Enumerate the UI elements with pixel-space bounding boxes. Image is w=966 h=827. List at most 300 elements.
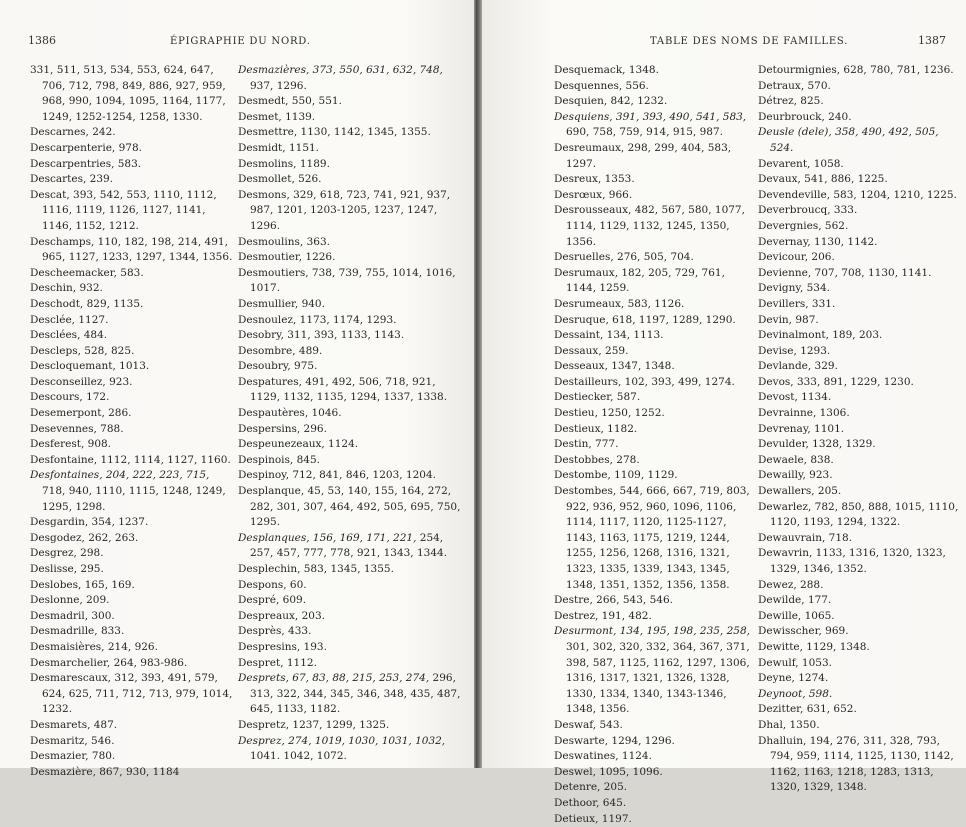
index-entry (30, 656, 236, 672)
index-entry (30, 313, 236, 329)
entry-line: Destre, 266, 543, 546. (554, 594, 673, 606)
index-entry (554, 734, 754, 750)
index-entry (554, 406, 754, 422)
entry-continuation: 1162, 1163, 1218, 1283, 1313, 1320, (770, 766, 934, 794)
entry-line: Dezitter, 631, 652. (758, 703, 857, 715)
index-entry (30, 765, 236, 781)
entry-line: Desseaux, 1347, 1348. (554, 360, 675, 372)
entry-continuation: 1297. (566, 158, 596, 170)
entry-line: Despreaux, 203. (238, 610, 325, 622)
entry-line: Devergnies, 562. (758, 220, 848, 232)
entry-line: Deslonne, 209. (30, 594, 110, 606)
index-entry (554, 437, 754, 453)
index-entry (238, 172, 468, 188)
index-entry (554, 188, 754, 204)
entry-line: Devaux, 541, 886, 1225. (758, 173, 888, 185)
entry-line: Desoubry, 975. (238, 360, 317, 372)
entry-line: Desmadril, 300. (30, 610, 115, 622)
index-entry (758, 406, 962, 422)
entry-line: Despinoy, 712, 841, 846, 1203, 1204. (238, 469, 436, 481)
index-column-4 (758, 63, 962, 796)
index-entry (554, 749, 754, 765)
index-entry (554, 344, 754, 360)
index-entry (238, 94, 468, 110)
entry-line: Despons, 60. (238, 579, 307, 591)
index-entry (758, 734, 962, 796)
entry-line: Desmolins, 1189. (238, 158, 330, 170)
entry-line: Desrumeaux, 583, 1126. (554, 298, 684, 310)
entry-continuation: 718, 940, 1110, 1115, 1248, 1249, (42, 485, 226, 497)
entry-continuation: 624, 625, 711, 712, 713, 979, 1014, (42, 688, 232, 700)
entry-line: Descarpentries, 583. (30, 158, 141, 170)
entry-line: Devinalmont, 189, 203. (758, 329, 882, 341)
index-entry (30, 624, 236, 640)
index-entry (238, 593, 468, 609)
index-entry (30, 749, 236, 765)
index-entry (30, 297, 236, 313)
index-entry (30, 562, 236, 578)
index-entry (758, 94, 962, 110)
index-entry (554, 375, 754, 391)
entry-line: Desreumaux, 298, 299, 404, 583, (554, 142, 731, 154)
entry-line: Deusle (dele), 358, 490, 492, 505, 524. (758, 126, 939, 154)
entry-line: Desobry, 311, 393, 1133, 1143. (238, 329, 404, 341)
entry-line: Descheemacker, 583. (30, 267, 144, 279)
index-entry (758, 702, 962, 718)
entry-line: Desmoulins, 363. (238, 236, 330, 248)
index-entry (554, 328, 754, 344)
index-entry (758, 671, 962, 687)
entry-continuation: 1041. 1042, 1072. (250, 750, 347, 762)
index-entry (758, 328, 962, 344)
index-entry (758, 157, 962, 173)
entry-line: Destieu, 1250, 1252. (554, 407, 665, 419)
entry-continuation: 1316, 1321, 1323, 1335, 1339, 1343, (566, 547, 730, 575)
entry-line: Descartes, 239. (30, 173, 113, 185)
entry-continuation: 1334, 1340, 1343-1346, 1348, 1356. (566, 688, 727, 716)
entry-line: Devicour, 206. (758, 251, 835, 263)
entry-line: Desplanques, 156, 169, 171, 221, (238, 532, 416, 544)
entry-line: Dewauvrain, 718. (758, 532, 852, 544)
entry-line: Despersins, 296. (238, 423, 327, 435)
running-head: TABLE DES NOMS DE FAMILLES. (650, 36, 848, 47)
entry-line: Devost, 1134. (758, 391, 831, 403)
entry-line: Deswel, 1095, 1096. (554, 766, 663, 778)
index-entry (30, 63, 236, 125)
entry-continuation: 1117, 1120, 1125-1127, 1143, 1163, (566, 516, 727, 544)
index-entry (30, 640, 236, 656)
entry-continuation: 1329, 1346, 1352. (770, 563, 867, 575)
entry-continuation: 1129, 1132, 1135, 1294, 1337, 1338. (250, 391, 447, 403)
entry-continuation: 706, 712, 798, 849, 886, 927, 959, (42, 80, 226, 92)
page-number: 1387 (918, 34, 946, 47)
entry-line: Destombes, 544, 666, 667, 719, 803, (554, 485, 750, 497)
index-entry (554, 609, 754, 625)
entry-line: Desgrez, 298. (30, 547, 104, 559)
index-entry (238, 63, 468, 94)
entry-line: Devulder, 1328, 1329. (758, 438, 876, 450)
index-entry (554, 63, 754, 79)
index-entry (554, 484, 754, 593)
entry-line: Desruelles, 276, 505, 704. (554, 251, 694, 263)
entry-line: Desgodez, 262, 263. (30, 532, 138, 544)
entry-line: Destiecker, 587. (554, 391, 640, 403)
entry-line: Desprès, 433. (238, 625, 311, 637)
index-entry (758, 313, 962, 329)
entry-line: Desreux, 1353. (554, 173, 635, 185)
entry-line: Devin, 987. (758, 314, 819, 326)
entry-line: Destailleurs, 102, 393, 499, 1274. (554, 376, 735, 388)
index-entry (758, 63, 962, 79)
index-entry (554, 390, 754, 406)
entry-line: Devos, 333, 891, 1229, 1230. (758, 376, 914, 388)
index-entry (758, 79, 962, 95)
index-entry (30, 390, 236, 406)
index-entry (758, 359, 962, 375)
entry-line: Deyne, 1274. (758, 672, 828, 684)
index-entry (758, 500, 962, 531)
entry-line: Detourmignies, 628, 780, 781, 1236. (758, 64, 954, 76)
index-entry (238, 718, 468, 734)
index-entry (30, 468, 236, 515)
index-entry (238, 578, 468, 594)
index-entry (554, 453, 754, 469)
entry-line: Descours, 172. (30, 391, 109, 403)
entry-line: Dewisscher, 969. (758, 625, 849, 637)
index-entry (758, 297, 962, 313)
entry-continuation: 1114, 1129, 1132, 1245, 1350, 1356. (566, 220, 730, 248)
entry-line: Dethoor, 645. (554, 797, 626, 809)
index-entry (554, 94, 754, 110)
entry-line: Desmoutiers, 738, 739, 755, 1014, (238, 267, 422, 279)
entry-line: Desquennes, 556. (554, 80, 649, 92)
index-entry (758, 281, 962, 297)
index-entry (30, 359, 236, 375)
entry-line: Deschin, 932. (30, 282, 103, 294)
index-entry (238, 375, 468, 406)
index-entry (554, 79, 754, 95)
entry-line: Dhal, 1350. (758, 719, 820, 731)
index-entry (554, 297, 754, 313)
entry-line: Deschodt, 829, 1135. (30, 298, 143, 310)
index-entry (758, 390, 962, 406)
entry-line: Desrousseaux, 482, 567, 580, 1077, (554, 204, 745, 216)
entry-line: Deslisse, 295. (30, 563, 104, 575)
index-entry (554, 468, 754, 484)
index-entry (758, 422, 962, 438)
index-column-1 (30, 63, 236, 780)
entry-continuation: 435, 487, 645, 1133, 1182. (250, 688, 460, 716)
index-entry (30, 422, 236, 438)
index-entry (238, 624, 468, 640)
entry-continuation: 301, 302, 320, 332, 364, 367, 371, (566, 641, 750, 653)
entry-line: Desferest, 908. (30, 438, 111, 450)
entry-continuation: 1120, 1193, 1294, 1322. (770, 516, 900, 528)
entry-line: Descarnes, 242. (30, 126, 116, 138)
entry-line: Despretz, 1237, 1299, 1325. (238, 719, 389, 731)
index-entry (758, 235, 962, 251)
index-entry (554, 359, 754, 375)
index-entry (30, 437, 236, 453)
entry-continuation: 254, 257, 457, 777, 778, 921, 1343, (250, 532, 443, 560)
entry-line: Dewilde, 177. (758, 594, 831, 606)
entry-continuation: 1259. (599, 282, 629, 294)
index-entry (238, 656, 468, 672)
index-entry (758, 640, 962, 656)
entry-line: Desprez, 274, 1019, 1030, 1031, 1032, (238, 735, 445, 747)
entry-continuation: 937, 1296. (250, 80, 307, 92)
index-entry (758, 609, 962, 625)
entry-line: Desombre, 489. (238, 345, 322, 357)
index-entry (238, 422, 468, 438)
index-entry (554, 141, 754, 172)
index-entry (30, 531, 236, 547)
entry-line: Destombe, 1109, 1129. (554, 469, 678, 481)
index-entry (758, 718, 962, 734)
entry-line: Destin, 777. (554, 438, 618, 450)
index-entry (554, 718, 754, 734)
entry-line: Desquien, 842, 1232. (554, 95, 667, 107)
index-entry (30, 718, 236, 734)
entry-continuation: 1249, 1252-1254, 1258, 1330. (42, 111, 203, 123)
index-entry (758, 578, 962, 594)
entry-line: Detenre, 205. (554, 781, 627, 793)
index-entry (30, 266, 236, 282)
index-entry (758, 531, 962, 547)
index-entry (758, 687, 962, 703)
entry-line: Desmedt, 550, 551. (238, 95, 342, 107)
entry-line: Desmazières, 373, 550, 631, 632, 748, (238, 64, 443, 76)
index-column-3 (554, 63, 754, 827)
entry-line: Deswaf, 543. (554, 719, 623, 731)
entry-line: Desplanque, 45, 53, 140, 155, 164, (238, 485, 424, 497)
entry-line: Descarpenterie, 978. (30, 142, 142, 154)
entry-continuation: 1345, 1348, 1351, 1352, 1356, 1358. (566, 563, 730, 591)
index-entry (30, 515, 236, 531)
index-entry (30, 188, 236, 235)
entry-line: Desprets, 67, 83, 88, 215, 253, 274, (238, 672, 429, 684)
index-entry (554, 593, 754, 609)
index-entry (238, 406, 468, 422)
entry-line: Dessaux, 259. (554, 345, 628, 357)
entry-continuation: 296, 313, 322, 344, 345, 346, 348, (250, 672, 456, 700)
index-entry (238, 640, 468, 656)
entry-line: Desmidt, 1151. (238, 142, 319, 154)
entry-line: Desmaisières, 214, 926. (30, 641, 158, 653)
entry-line: Desmarchelier, 264, 983-986. (30, 657, 187, 669)
entry-continuation: 1116, 1119, 1126, 1127, 1141, 1146, (42, 204, 206, 232)
entry-line: Desmet, 1139. (238, 111, 315, 123)
left-page (0, 0, 474, 768)
index-entry (238, 671, 468, 718)
index-entry (238, 562, 468, 578)
index-entry (554, 313, 754, 329)
page-number: 1386 (28, 34, 56, 47)
entry-line: Devendeville, 583, 1204, 1210, 1225. (758, 189, 957, 201)
entry-line: Desmettre, 1130, 1142, 1345, 1355. (238, 126, 431, 138)
index-entry (30, 609, 236, 625)
entry-line: Desmadrille, 833. (30, 625, 124, 637)
index-entry (238, 453, 468, 469)
index-entry (758, 624, 962, 640)
entry-line: Descleps, 528, 825. (30, 345, 134, 357)
entry-continuation: 1344. (417, 547, 447, 559)
running-head: ÉPIGRAPHIE DU NORD. (170, 36, 311, 47)
index-entry (30, 546, 236, 562)
entry-continuation: 1316, 1317, 1321, 1326, 1328, 1330, (566, 672, 730, 700)
entry-continuation: 272, 282, 301, 307, 464, 492, 505, (250, 485, 451, 513)
index-entry (758, 344, 962, 360)
entry-line: Desquemack, 1348. (554, 64, 659, 76)
entry-line: Desrœux, 966. (554, 189, 632, 201)
index-entry (30, 235, 236, 266)
entry-line: Destrez, 191, 482. (554, 610, 652, 622)
entry-line: Desmazière, 867, 930, 1184 (30, 766, 179, 778)
entry-line: Despinois, 845. (238, 454, 320, 466)
index-entry (238, 266, 468, 297)
index-entry (554, 266, 754, 297)
entry-continuation: 1329, 1348. (803, 781, 866, 793)
index-entry (554, 780, 754, 796)
entry-line: Desruque, 618, 1197, 1289, 1290. (554, 314, 736, 326)
entry-line: Dewavrin, 1133, 1316, 1320, 1323, (758, 547, 946, 559)
index-entry (30, 406, 236, 422)
entry-line: Despatures, 491, 492, 506, 718, 921, (238, 376, 436, 388)
index-entry (30, 172, 236, 188)
entry-line: Dessaint, 134, 1113. (554, 329, 663, 341)
entry-continuation: 1175, 1219, 1244, 1255, 1256, 1268, (566, 532, 730, 560)
entry-line: Desfontaine, 1112, 1114, 1127, 1160. (30, 454, 231, 466)
entry-line: Devrenay, 1101. (758, 423, 844, 435)
index-entry (238, 250, 468, 266)
index-entry (758, 172, 962, 188)
entry-line: Devrainne, 1306. (758, 407, 850, 419)
index-entry (758, 546, 962, 577)
index-entry (758, 437, 962, 453)
entry-line: Dewaele, 838. (758, 454, 834, 466)
right-page (482, 0, 966, 768)
entry-line: Deslobes, 165, 169. (30, 579, 135, 591)
entry-line: Desmazier, 780. (30, 750, 115, 762)
index-entry (554, 765, 754, 781)
entry-line: Desevennes, 788. (30, 423, 124, 435)
entry-line: Desplechin, 583, 1345, 1355. (238, 563, 394, 575)
entry-continuation: 331, 511, 513, 534, 553, 624, 647, (30, 64, 214, 76)
entry-continuation: 922, 936, 952, 960, 1096, 1106, 1114, (566, 501, 736, 529)
entry-line: Deswatines, 1124. (554, 750, 652, 762)
entry-line: Detraux, 570. (758, 80, 831, 92)
index-entry (758, 203, 962, 219)
entry-line: Dewallers, 205. (758, 485, 841, 497)
index-entry (238, 328, 468, 344)
entry-line: Dewulf, 1053. (758, 657, 832, 669)
entry-line: Détrez, 825. (758, 95, 824, 107)
entry-line: Devarent, 1058. (758, 158, 844, 170)
index-entry (30, 578, 236, 594)
index-entry (758, 593, 962, 609)
index-entry (30, 344, 236, 360)
entry-line: Deverbroucq, 333. (758, 204, 857, 216)
index-entry (758, 125, 962, 156)
entry-line: Despeunezeaux, 1124. (238, 438, 358, 450)
index-entry (30, 453, 236, 469)
entry-continuation: 398, 587, 1125, 1162, 1297, 1306, (566, 657, 750, 669)
index-entry (30, 328, 236, 344)
entry-line: Desmons, 329, 618, 723, 741, 921, (238, 189, 423, 201)
index-entry (758, 375, 962, 391)
entry-line: Despautères, 1046. (238, 407, 342, 419)
entry-line: Dhalluin, 194, 276, 311, 328, 793, (758, 735, 940, 747)
entry-line: Devise, 1293. (758, 345, 830, 357)
index-entry (554, 422, 754, 438)
entry-line: Deurbrouck, 240. (758, 111, 852, 123)
index-entry (30, 125, 236, 141)
book-gutter (474, 0, 482, 768)
entry-line: Desquiens, 391, 393, 490, 541, 583, (554, 111, 746, 123)
index-entry (238, 359, 468, 375)
index-entry (30, 671, 236, 718)
index-entry (238, 235, 468, 251)
index-entry (758, 188, 962, 204)
index-entry (758, 250, 962, 266)
entry-line: Desemerpont, 286. (30, 407, 132, 419)
entry-line: Desmollet, 526. (238, 173, 322, 185)
index-entry (554, 250, 754, 266)
index-entry (758, 453, 962, 469)
index-column-2 (238, 63, 468, 765)
entry-line: Desclée, 1127. (30, 314, 108, 326)
entry-continuation: 1016, 1017. (250, 267, 456, 295)
entry-line: Dewille, 1065. (758, 610, 835, 622)
entry-line: Desnoulez, 1173, 1174, 1293. (238, 314, 397, 326)
entry-continuation: 690, 758, 759, 914, 915, 987. (566, 126, 723, 138)
index-entry (30, 281, 236, 297)
entry-line: Devigny, 534. (758, 282, 830, 294)
entry-line: Deynoot, 598. (758, 688, 832, 700)
entry-line: Dewarlez, 782, 850, 888, 1015, 1110, (758, 501, 958, 513)
entry-line: Devienne, 707, 708, 1130, 1141. (758, 267, 931, 279)
entry-line: Despret, 1112. (238, 657, 317, 669)
entry-line: Desmoutier, 1226. (238, 251, 335, 263)
index-entry (554, 624, 754, 718)
entry-line: Devlande, 329. (758, 360, 838, 372)
index-entry (554, 796, 754, 812)
index-entry (238, 297, 468, 313)
entry-continuation: 695, 750, 1295. (250, 501, 460, 529)
index-entry (238, 609, 468, 625)
entry-line: Descat, 393, 542, 553, 1110, 1112, (30, 189, 217, 201)
entry-line: Despresins, 193. (238, 641, 327, 653)
index-entry (758, 484, 962, 500)
index-entry (238, 313, 468, 329)
index-entry (30, 141, 236, 157)
entry-line: Desmullier, 940. (238, 298, 325, 310)
index-entry (30, 157, 236, 173)
entry-line: Desfontaines, 204, 222, 223, 715, (30, 469, 209, 481)
entry-continuation: 794, 959, 1114, 1125, 1130, 1142, (770, 750, 954, 762)
index-entry (554, 812, 754, 827)
index-entry (238, 125, 468, 141)
entry-line: Desclées, 484. (30, 329, 107, 341)
entry-line: Desmaritz, 546. (30, 735, 114, 747)
index-entry (238, 531, 468, 562)
entry-continuation: 1232. (42, 703, 72, 715)
index-entry (554, 203, 754, 250)
entry-line: Deschamps, 110, 182, 198, 214, 491, (30, 236, 228, 248)
index-entry (238, 110, 468, 126)
entry-continuation: 1152, 1212. (75, 220, 138, 232)
entry-continuation: 937, 987, 1201, 1203-1205, 1237, 1247, (250, 189, 450, 217)
